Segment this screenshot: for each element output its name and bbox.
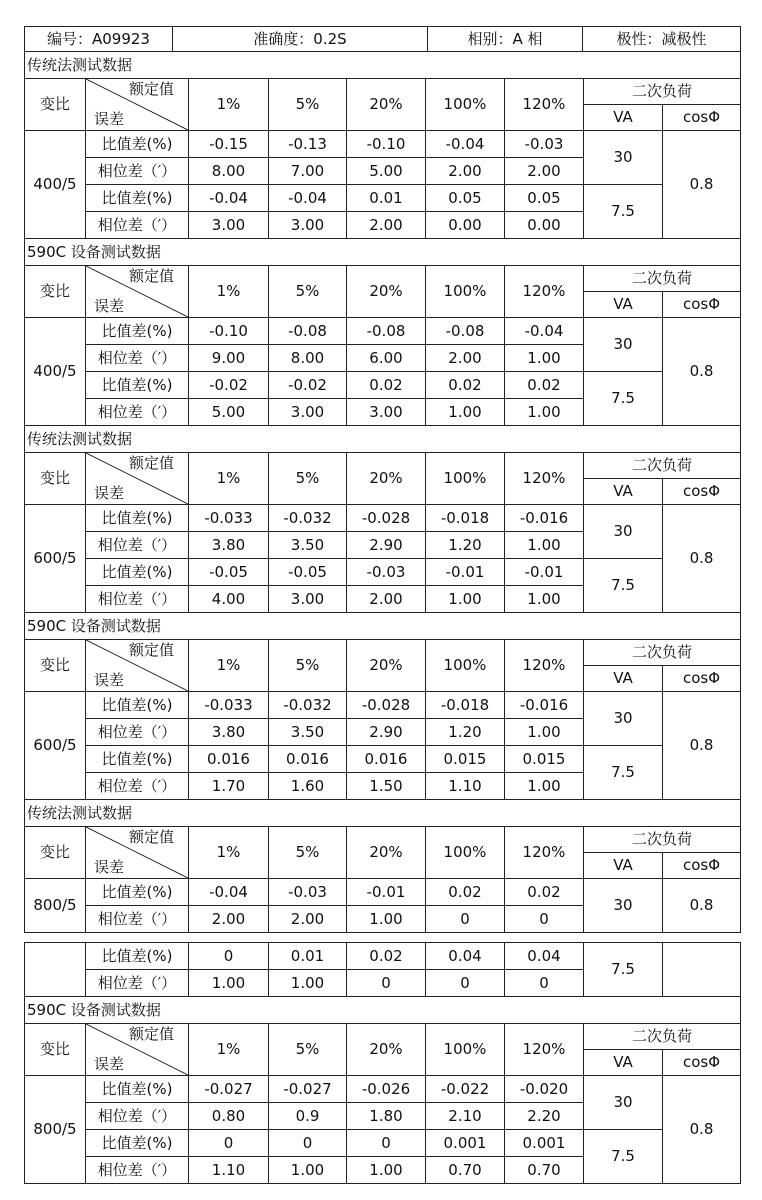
cos-header: cosΦ bbox=[663, 479, 741, 505]
va-header: VA bbox=[584, 479, 663, 505]
value-cell: 0.00 bbox=[426, 212, 505, 239]
value-cell: 0.02 bbox=[426, 372, 505, 399]
ratio-header: 变比 bbox=[25, 266, 86, 318]
value-cell: -0.04 bbox=[189, 185, 269, 212]
value-cell: 1.50 bbox=[347, 773, 426, 800]
error-label: 误差 bbox=[94, 297, 125, 315]
percent-header: 20% bbox=[347, 1024, 426, 1076]
burden-header: 二次负荷 bbox=[584, 1024, 741, 1050]
percent-header: 5% bbox=[269, 266, 347, 318]
percent-header: 20% bbox=[347, 453, 426, 505]
ratio-value: 600/5 bbox=[25, 692, 86, 800]
value-cell: -0.03 bbox=[347, 559, 426, 586]
error-label: 误差 bbox=[94, 671, 125, 689]
percent-header: 120% bbox=[505, 266, 584, 318]
error-type: 比值差(%) bbox=[86, 505, 189, 532]
value-cell: -0.13 bbox=[269, 131, 347, 158]
value-cell: -0.032 bbox=[269, 505, 347, 532]
va-value: 30 bbox=[584, 692, 663, 746]
table-row bbox=[25, 879, 741, 906]
error-type: 相位差（′） bbox=[86, 773, 189, 800]
percent-header: 1% bbox=[189, 266, 269, 318]
value-cell: 2.00 bbox=[426, 158, 505, 185]
value-cell: 0.01 bbox=[347, 185, 426, 212]
value-cell: -0.08 bbox=[347, 318, 426, 345]
value-cell: 1.00 bbox=[269, 970, 347, 997]
va-value: 7.5 bbox=[584, 746, 663, 800]
value-cell: -0.028 bbox=[347, 692, 426, 719]
va-value: 30 bbox=[584, 131, 663, 185]
page-gap bbox=[25, 933, 741, 943]
value-cell: -0.016 bbox=[505, 505, 584, 532]
table-row bbox=[25, 372, 741, 399]
error-label: 误差 bbox=[94, 110, 125, 128]
percent-header: 100% bbox=[426, 827, 505, 879]
value-cell: 0.05 bbox=[505, 185, 584, 212]
value-cell: -0.04 bbox=[189, 879, 269, 906]
percent-header: 100% bbox=[426, 640, 505, 692]
accuracy-class: 准确度：0.2S bbox=[173, 27, 428, 52]
value-cell: 3.00 bbox=[269, 399, 347, 426]
cos-value: 0.8 bbox=[663, 505, 741, 613]
value-cell: 1.10 bbox=[426, 773, 505, 800]
error-type: 相位差（′） bbox=[86, 399, 189, 426]
table-row bbox=[25, 185, 741, 212]
value-cell: -0.04 bbox=[505, 318, 584, 345]
cos-value: 0.8 bbox=[663, 879, 741, 933]
value-cell: -0.08 bbox=[269, 318, 347, 345]
percent-header: 100% bbox=[426, 453, 505, 505]
percent-header: 20% bbox=[347, 827, 426, 879]
value-cell: 1.00 bbox=[505, 586, 584, 613]
error-type: 相位差（′） bbox=[86, 586, 189, 613]
value-cell: -0.05 bbox=[269, 559, 347, 586]
ratio-value: 800/5 bbox=[25, 1076, 86, 1184]
cos-value: 0.8 bbox=[663, 692, 741, 800]
burden-header: 二次负荷 bbox=[584, 266, 741, 292]
value-cell: -0.01 bbox=[347, 879, 426, 906]
burden-header: 二次负荷 bbox=[584, 453, 741, 479]
value-cell: 1.20 bbox=[426, 532, 505, 559]
rated-label: 额定值 bbox=[128, 80, 174, 98]
value-cell: 1.80 bbox=[347, 1103, 426, 1130]
value-cell: 0 bbox=[426, 970, 505, 997]
table-row bbox=[25, 1130, 741, 1157]
section-title-row bbox=[25, 239, 741, 266]
cos-header: cosΦ bbox=[663, 105, 741, 131]
value-cell: 3.00 bbox=[269, 212, 347, 239]
value-cell: -0.01 bbox=[426, 559, 505, 586]
error-type: 比值差(%) bbox=[86, 692, 189, 719]
table-row bbox=[25, 131, 741, 158]
value-cell: 3.00 bbox=[347, 399, 426, 426]
section-title: 传统法测试数据 bbox=[25, 52, 741, 79]
percent-header: 5% bbox=[269, 827, 347, 879]
value-cell: -0.032 bbox=[269, 692, 347, 719]
table-row bbox=[25, 318, 741, 345]
error-type: 相位差（′） bbox=[86, 906, 189, 933]
cos-header: cosΦ bbox=[663, 853, 741, 879]
value-cell: 2.00 bbox=[426, 345, 505, 372]
value-cell: 0.016 bbox=[269, 746, 347, 773]
value-cell: -0.020 bbox=[505, 1076, 584, 1103]
value-cell: 0.00 bbox=[505, 212, 584, 239]
percent-header: 20% bbox=[347, 266, 426, 318]
table-row bbox=[25, 1076, 741, 1103]
error-type: 相位差（′） bbox=[86, 1103, 189, 1130]
ratio-value: 600/5 bbox=[25, 505, 86, 613]
value-cell: 1.00 bbox=[505, 719, 584, 746]
percent-header: 100% bbox=[426, 79, 505, 131]
value-cell: 3.00 bbox=[189, 212, 269, 239]
column-header-row bbox=[25, 453, 741, 479]
value-cell: 1.60 bbox=[269, 773, 347, 800]
percent-header: 100% bbox=[426, 266, 505, 318]
value-cell: 0.02 bbox=[505, 372, 584, 399]
value-cell: -0.02 bbox=[189, 372, 269, 399]
percent-header: 1% bbox=[189, 640, 269, 692]
value-cell: 1.20 bbox=[426, 719, 505, 746]
diagonal-header bbox=[86, 640, 189, 692]
va-header: VA bbox=[584, 666, 663, 692]
value-cell: 0.001 bbox=[426, 1130, 505, 1157]
value-cell: 1.00 bbox=[269, 1157, 347, 1184]
value-cell: -0.04 bbox=[426, 131, 505, 158]
table-row bbox=[25, 692, 741, 719]
value-cell: 2.00 bbox=[269, 906, 347, 933]
value-cell: 7.00 bbox=[269, 158, 347, 185]
value-cell: 2.20 bbox=[505, 1103, 584, 1130]
ratio-header: 变比 bbox=[25, 453, 86, 505]
va-value: 7.5 bbox=[584, 943, 663, 997]
rated-label: 额定值 bbox=[128, 828, 174, 846]
rated-label: 额定值 bbox=[128, 1025, 174, 1043]
value-cell: 1.00 bbox=[347, 906, 426, 933]
error-type: 比值差(%) bbox=[86, 1130, 189, 1157]
error-type: 比值差(%) bbox=[86, 943, 189, 970]
value-cell: 0.02 bbox=[347, 943, 426, 970]
percent-header: 5% bbox=[269, 79, 347, 131]
value-cell: -0.04 bbox=[269, 185, 347, 212]
rated-label: 额定值 bbox=[128, 454, 174, 472]
percent-header: 5% bbox=[269, 1024, 347, 1076]
va-value: 7.5 bbox=[584, 1130, 663, 1184]
value-cell: 8.00 bbox=[269, 345, 347, 372]
percent-header: 20% bbox=[347, 79, 426, 131]
percent-header: 20% bbox=[347, 640, 426, 692]
ratio-header: 变比 bbox=[25, 1024, 86, 1076]
value-cell: 3.50 bbox=[269, 532, 347, 559]
value-cell: 0.02 bbox=[347, 372, 426, 399]
cos-header: cosΦ bbox=[663, 666, 741, 692]
value-cell: 1.10 bbox=[189, 1157, 269, 1184]
value-cell: 2.10 bbox=[426, 1103, 505, 1130]
test-data-table bbox=[24, 51, 741, 1184]
value-cell: 5.00 bbox=[347, 158, 426, 185]
value-cell: 5.00 bbox=[189, 399, 269, 426]
diagonal-header bbox=[86, 266, 189, 318]
value-cell: 1.70 bbox=[189, 773, 269, 800]
value-cell: 0.016 bbox=[347, 746, 426, 773]
value-cell: 9.00 bbox=[189, 345, 269, 372]
va-value: 30 bbox=[584, 318, 663, 372]
error-type: 比值差(%) bbox=[86, 185, 189, 212]
section-title-row bbox=[25, 52, 741, 79]
section-title-row bbox=[25, 997, 741, 1024]
value-cell: 2.00 bbox=[347, 212, 426, 239]
value-cell: -0.027 bbox=[189, 1076, 269, 1103]
error-type: 比值差(%) bbox=[86, 746, 189, 773]
column-header-row bbox=[25, 266, 741, 292]
value-cell: 6.00 bbox=[347, 345, 426, 372]
value-cell: -0.01 bbox=[505, 559, 584, 586]
value-cell: 0.01 bbox=[269, 943, 347, 970]
polarity: 极性：减极性 bbox=[583, 27, 741, 52]
va-value: 30 bbox=[584, 505, 663, 559]
cos-header: cosΦ bbox=[663, 1050, 741, 1076]
error-label: 误差 bbox=[94, 1055, 125, 1073]
error-type: 比值差(%) bbox=[86, 131, 189, 158]
value-cell: -0.08 bbox=[426, 318, 505, 345]
value-cell: 8.00 bbox=[189, 158, 269, 185]
burden-header: 二次负荷 bbox=[584, 827, 741, 853]
value-cell: -0.05 bbox=[189, 559, 269, 586]
burden-header: 二次负荷 bbox=[584, 79, 741, 105]
value-cell: -0.10 bbox=[189, 318, 269, 345]
va-value: 30 bbox=[584, 1076, 663, 1130]
diagonal-header bbox=[86, 1024, 189, 1076]
value-cell: 3.50 bbox=[269, 719, 347, 746]
error-type: 相位差（′） bbox=[86, 532, 189, 559]
value-cell: -0.027 bbox=[269, 1076, 347, 1103]
va-value: 7.5 bbox=[584, 372, 663, 426]
percent-header: 120% bbox=[505, 79, 584, 131]
va-value: 7.5 bbox=[584, 559, 663, 613]
ratio-value: 800/5 bbox=[25, 879, 86, 933]
value-cell: 0 bbox=[347, 1130, 426, 1157]
value-cell: -0.028 bbox=[347, 505, 426, 532]
percent-header: 120% bbox=[505, 453, 584, 505]
ratio-header: 变比 bbox=[25, 827, 86, 879]
value-cell: 0.05 bbox=[426, 185, 505, 212]
value-cell: 2.90 bbox=[347, 532, 426, 559]
value-cell: 0.015 bbox=[505, 746, 584, 773]
error-type: 比值差(%) bbox=[86, 372, 189, 399]
error-type: 相位差（′） bbox=[86, 1157, 189, 1184]
error-type: 相位差（′） bbox=[86, 345, 189, 372]
table-row bbox=[25, 505, 741, 532]
cos-value: 0.8 bbox=[663, 318, 741, 426]
section-title-row bbox=[25, 426, 741, 453]
error-type: 比值差(%) bbox=[86, 559, 189, 586]
value-cell: 0.70 bbox=[505, 1157, 584, 1184]
percent-header: 5% bbox=[269, 453, 347, 505]
va-value: 7.5 bbox=[584, 185, 663, 239]
gap-cell bbox=[25, 933, 741, 943]
value-cell: 0.70 bbox=[426, 1157, 505, 1184]
column-header-row bbox=[25, 79, 741, 105]
error-label: 误差 bbox=[94, 484, 125, 502]
value-cell: 1.00 bbox=[189, 970, 269, 997]
column-header-row bbox=[25, 827, 741, 853]
va-header: VA bbox=[584, 853, 663, 879]
value-cell: 3.00 bbox=[269, 586, 347, 613]
error-type: 相位差（′） bbox=[86, 970, 189, 997]
section-title: 传统法测试数据 bbox=[25, 426, 741, 453]
value-cell: -0.033 bbox=[189, 692, 269, 719]
rated-label: 额定值 bbox=[128, 641, 174, 659]
value-cell: 0.001 bbox=[505, 1130, 584, 1157]
table-row bbox=[25, 559, 741, 586]
value-cell: -0.026 bbox=[347, 1076, 426, 1103]
phase: 相别：A 相 bbox=[428, 27, 583, 52]
value-cell: 0.02 bbox=[505, 879, 584, 906]
value-cell: 0 bbox=[426, 906, 505, 933]
value-cell: 2.90 bbox=[347, 719, 426, 746]
value-cell: 3.80 bbox=[189, 532, 269, 559]
percent-header: 100% bbox=[426, 1024, 505, 1076]
value-cell: 0 bbox=[505, 906, 584, 933]
section-title-row bbox=[25, 800, 741, 827]
section-title: 590C 设备测试数据 bbox=[25, 613, 741, 640]
ratio-header: 变比 bbox=[25, 640, 86, 692]
percent-header: 120% bbox=[505, 640, 584, 692]
value-cell: -0.018 bbox=[426, 505, 505, 532]
ratio-value: 400/5 bbox=[25, 318, 86, 426]
value-cell: 4.00 bbox=[189, 586, 269, 613]
section-title: 590C 设备测试数据 bbox=[25, 239, 741, 266]
value-cell: -0.033 bbox=[189, 505, 269, 532]
rated-label: 额定值 bbox=[128, 267, 174, 285]
ratio-header: 变比 bbox=[25, 79, 86, 131]
table-row bbox=[25, 943, 741, 970]
value-cell: -0.016 bbox=[505, 692, 584, 719]
burden-header: 二次负荷 bbox=[584, 640, 741, 666]
va-value: 30 bbox=[584, 879, 663, 933]
percent-header: 1% bbox=[189, 1024, 269, 1076]
section-title-row bbox=[25, 613, 741, 640]
column-header-row bbox=[25, 1024, 741, 1050]
value-cell: -0.03 bbox=[269, 879, 347, 906]
value-cell: 0.80 bbox=[189, 1103, 269, 1130]
value-cell: 0 bbox=[269, 1130, 347, 1157]
percent-header: 5% bbox=[269, 640, 347, 692]
cos-value: 0.8 bbox=[663, 131, 741, 239]
value-cell: 0.016 bbox=[189, 746, 269, 773]
value-cell: 0 bbox=[189, 1130, 269, 1157]
percent-header: 1% bbox=[189, 79, 269, 131]
value-cell: 1.00 bbox=[505, 532, 584, 559]
value-cell: 1.00 bbox=[505, 345, 584, 372]
column-header-row bbox=[25, 640, 741, 666]
section-title: 传统法测试数据 bbox=[25, 800, 741, 827]
value-cell: 1.00 bbox=[426, 586, 505, 613]
cos-value: 0.8 bbox=[663, 1076, 741, 1184]
value-cell: 2.00 bbox=[347, 586, 426, 613]
value-cell: 0.04 bbox=[426, 943, 505, 970]
diagonal-header bbox=[86, 827, 189, 879]
value-cell: 0 bbox=[189, 943, 269, 970]
value-cell: -0.10 bbox=[347, 131, 426, 158]
percent-header: 1% bbox=[189, 827, 269, 879]
value-cell: 3.80 bbox=[189, 719, 269, 746]
value-cell: 0 bbox=[505, 970, 584, 997]
error-type: 相位差（′） bbox=[86, 158, 189, 185]
percent-header: 1% bbox=[189, 453, 269, 505]
va-header: VA bbox=[584, 105, 663, 131]
value-cell: 1.00 bbox=[505, 399, 584, 426]
diagonal-header bbox=[86, 79, 189, 131]
header-table bbox=[24, 26, 741, 52]
error-label: 误差 bbox=[94, 858, 125, 876]
error-type: 比值差(%) bbox=[86, 1076, 189, 1103]
percent-header: 120% bbox=[505, 827, 584, 879]
value-cell: 0.015 bbox=[426, 746, 505, 773]
table-row bbox=[25, 746, 741, 773]
diagonal-header bbox=[86, 453, 189, 505]
value-cell: 1.00 bbox=[505, 773, 584, 800]
error-type: 比值差(%) bbox=[86, 879, 189, 906]
value-cell: -0.02 bbox=[269, 372, 347, 399]
value-cell: -0.15 bbox=[189, 131, 269, 158]
value-cell: 0.9 bbox=[269, 1103, 347, 1130]
value-cell: 1.00 bbox=[426, 399, 505, 426]
report-page bbox=[24, 26, 740, 1184]
error-type: 相位差（′） bbox=[86, 719, 189, 746]
value-cell: 0.02 bbox=[426, 879, 505, 906]
value-cell: 2.00 bbox=[189, 906, 269, 933]
value-cell: -0.03 bbox=[505, 131, 584, 158]
serial-number: 编号：A09923 bbox=[25, 27, 173, 52]
ratio-cell bbox=[25, 943, 86, 997]
error-type: 比值差(%) bbox=[86, 318, 189, 345]
cos-header: cosΦ bbox=[663, 292, 741, 318]
value-cell: 0 bbox=[347, 970, 426, 997]
section-title: 590C 设备测试数据 bbox=[25, 997, 741, 1024]
va-header: VA bbox=[584, 292, 663, 318]
value-cell: 1.00 bbox=[347, 1157, 426, 1184]
value-cell: 0.04 bbox=[505, 943, 584, 970]
cos-value bbox=[663, 943, 741, 997]
percent-header: 120% bbox=[505, 1024, 584, 1076]
value-cell: -0.022 bbox=[426, 1076, 505, 1103]
ratio-value: 400/5 bbox=[25, 131, 86, 239]
value-cell: 2.00 bbox=[505, 158, 584, 185]
va-header: VA bbox=[584, 1050, 663, 1076]
error-type: 相位差（′） bbox=[86, 212, 189, 239]
value-cell: -0.018 bbox=[426, 692, 505, 719]
